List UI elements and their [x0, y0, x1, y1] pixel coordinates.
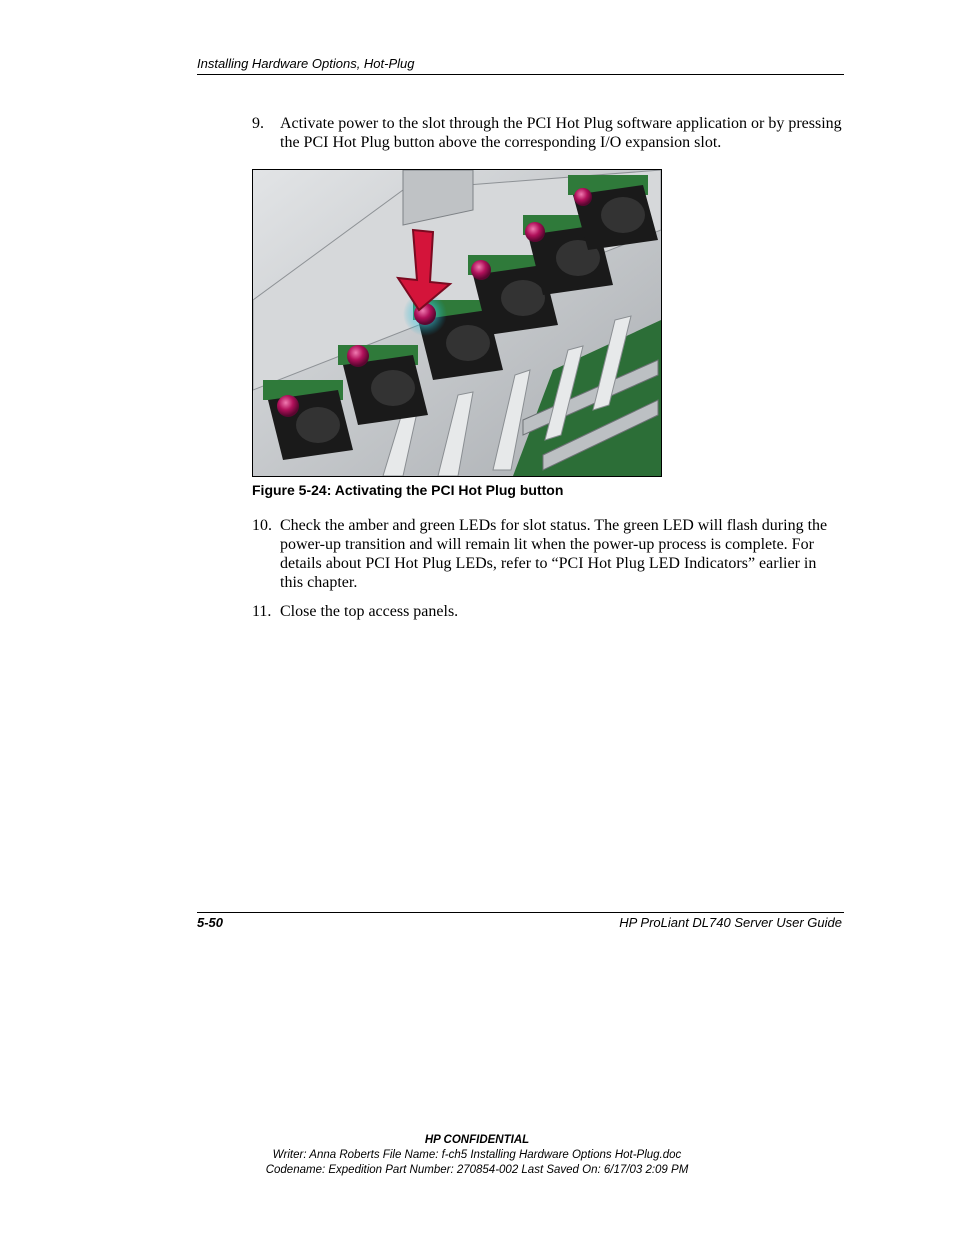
- step-number: 10.: [252, 517, 272, 534]
- pci-hot-plug-illustration: [253, 170, 661, 476]
- confidential-title: HP CONFIDENTIAL: [424, 1134, 530, 1146]
- step-10: [252, 516, 842, 592]
- figure-caption: Figure 5-24: Activating the PCI Hot Plug button: [252, 482, 564, 498]
- running-header: Installing Hardware Options, Hot-Plug: [197, 56, 415, 71]
- figure-pci-hot-plug: [252, 169, 662, 477]
- step-text: Check the amber and green LEDs for slot status. The green LED will flash during the power-up transition and will remain lit when the power-up process is complete. For details about PCI Hot Plug LEDs, refer to “PCI Hot Plug LED Indicators” earlier in this chapter.: [280, 517, 828, 591]
- page-number: 5-50: [197, 915, 224, 930]
- step-11: [252, 602, 842, 621]
- step-number: 9.: [252, 115, 264, 132]
- guide-title: HP ProLiant DL740 Server User Guide: [619, 915, 842, 930]
- confidential-line-1: Writer: Anna Roberts File Name: f-ch5 Installing Hardware Options Hot-Plug.doc: [272, 1149, 682, 1161]
- confidential-line-2: Codename: Expedition Part Number: 270854-002 Last Saved On: 6/17/03 2:09 PM: [265, 1164, 689, 1176]
- footer-divider: [197, 912, 844, 913]
- step-text: Close the top access panels.: [280, 603, 459, 620]
- step-text: Activate power to the slot through the PCI Hot Plug software application or by pressing the PCI Hot Plug button above the corresponding I/O expansion slot.: [280, 115, 842, 151]
- step-9: [252, 114, 842, 152]
- confidential-block: [0, 1133, 954, 1178]
- header-divider: [197, 74, 844, 75]
- step-number: 11.: [252, 603, 272, 620]
